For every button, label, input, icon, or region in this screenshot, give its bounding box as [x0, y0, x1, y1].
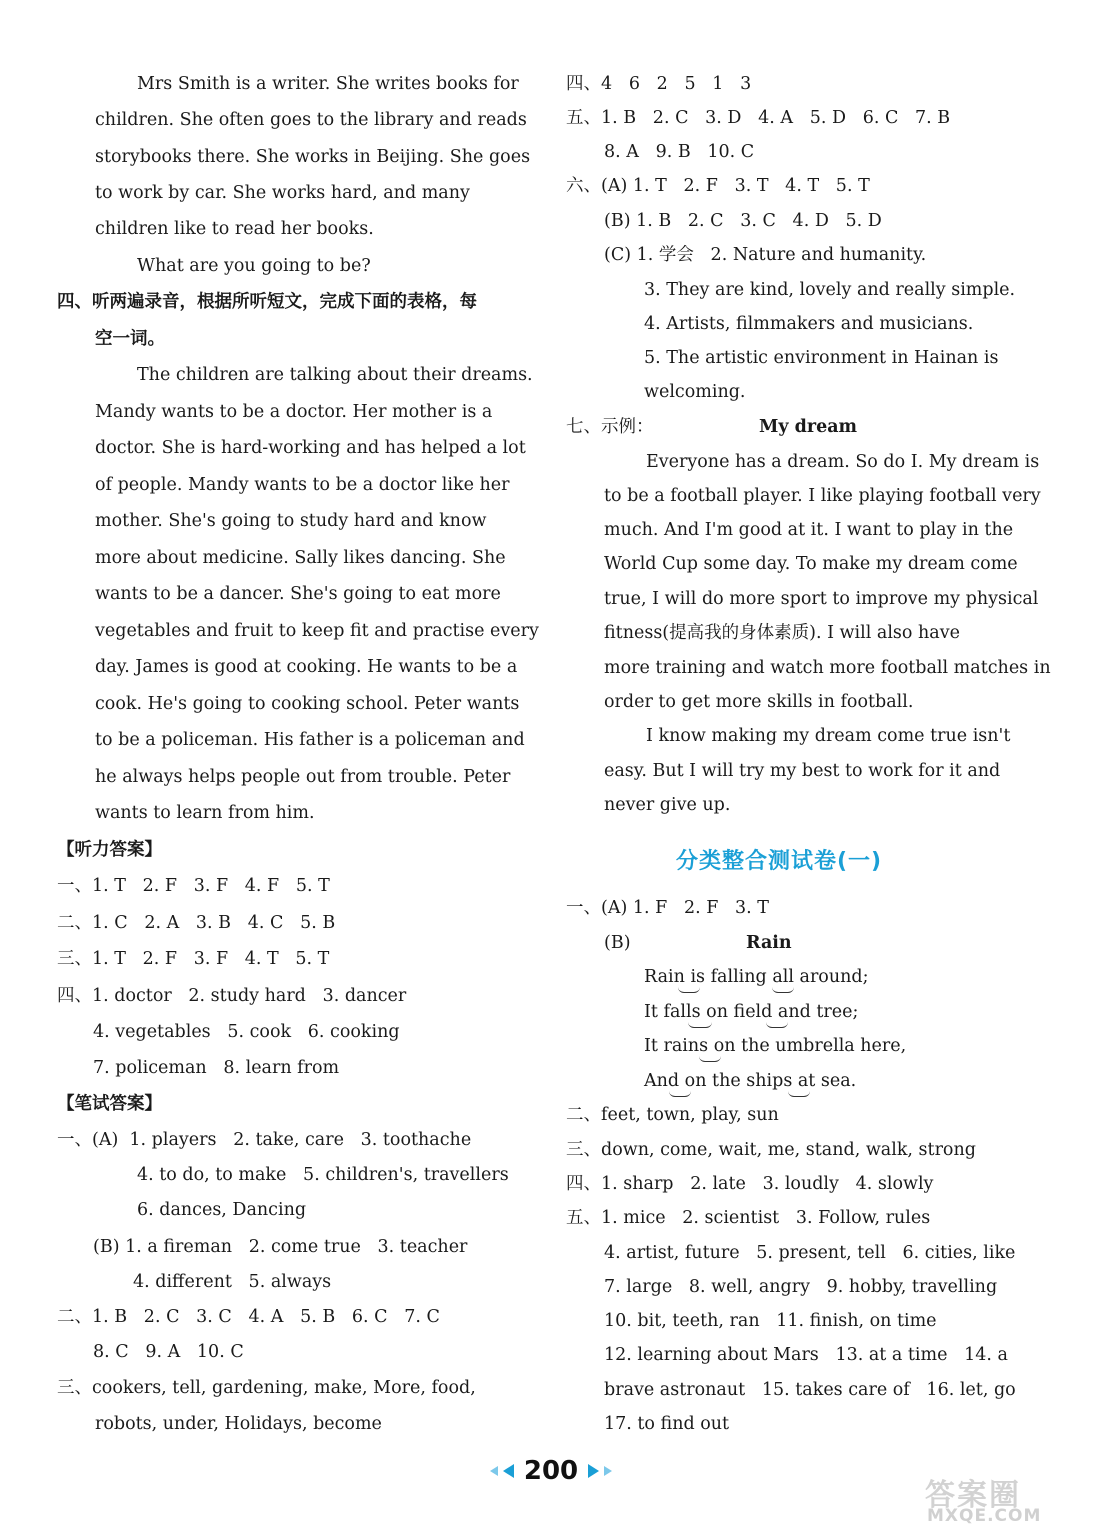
written-answer: robots, under, Holidays, become: [95, 1414, 382, 1434]
page-number: 200: [523, 1456, 579, 1486]
written-answer: 二、1. B 2. C 3. C 4. A 5. B 6. C 7. C: [57, 1307, 440, 1327]
listening-heading: 【听力答案】: [57, 840, 162, 860]
example-label: 七、示例：: [566, 417, 654, 437]
answer-line: 4. Artists, filmmakers and musicians.: [644, 314, 974, 334]
test-line: 一、(A) 1. F 2. F 3. T: [566, 898, 769, 918]
answer-line: (C) 1. 学会 2. Nature and humanity.: [604, 245, 927, 265]
essay-line: easy. But I will try my best to work for it and: [604, 761, 1001, 781]
passage4-line: cook. He's going to cooking school. Peter wants: [95, 694, 520, 714]
arrow-left-small-icon: [490, 1466, 498, 1476]
essay-line: I know making my dream come true isn't: [646, 726, 1011, 746]
essay-line: fitness(提高我的身体素质). I will also have: [604, 623, 960, 643]
liaison-mark: [669, 1091, 691, 1097]
listening-answer: 三、1. T 2. F 3. F 4. T 5. T: [57, 949, 330, 969]
passage3-line: children. She often goes to the library and reads: [95, 110, 527, 130]
passage4-line: doctor. She is hard-working and has helped a lot: [95, 438, 526, 458]
test-line: (B): [604, 933, 631, 953]
arrow-right-icon: [588, 1464, 599, 1478]
test-line: 12. learning about Mars 13. at a time 14. a: [604, 1345, 1008, 1365]
essay-line: never give up.: [604, 795, 731, 815]
passage3-line: What are you going to be?: [137, 256, 371, 276]
arrow-right-small-icon: [604, 1466, 612, 1476]
answer-line: welcoming.: [644, 382, 746, 402]
poem-title: Rain: [746, 933, 792, 953]
liaison-mark: [699, 1056, 721, 1062]
passage4-line: of people. Mandy wants to be a doctor like her: [95, 475, 510, 495]
answer-line: 四、4 6 2 5 1 3: [566, 74, 752, 94]
written-answer: 4. to do, to make 5. children's, travellers: [137, 1165, 509, 1185]
section-title: 分类整合测试卷(一): [676, 849, 883, 874]
passage3-line: Mrs Smith is a writer. She writes books for: [137, 74, 519, 94]
poem-line: Rain is falling all around;: [644, 967, 869, 987]
liaison-mark: [678, 987, 700, 993]
listening-answer: 一、1. T 2. F 3. F 4. F 5. T: [57, 876, 330, 896]
test-line: 17. to find out: [604, 1414, 730, 1434]
written-heading: 【笔试答案】: [57, 1094, 162, 1114]
essay-line: much. And I'm good at it. I want to play in the: [604, 520, 1014, 540]
section4-heading: 四、听两遍录音，根据所听短文，完成下面的表格，每: [57, 292, 477, 312]
passage3-line: to work by car. She works hard, and many: [95, 183, 470, 203]
answer-line: 五、1. B 2. C 3. D 4. A 5. D 6. C 7. B: [566, 108, 951, 128]
test-line: brave astronaut 15. takes care of 16. let, go: [604, 1380, 1016, 1400]
essay-title: My dream: [759, 417, 858, 437]
watermark-url: MXQE.COM: [927, 1506, 1042, 1526]
section4-heading-cont: 空一词。: [95, 329, 165, 349]
poem-line: It rains on the umbrella here,: [644, 1036, 907, 1056]
essay-line: World Cup some day. To make my dream come: [604, 554, 1018, 574]
watermark: [925, 1470, 1095, 1530]
passage4-line: he always helps people out from trouble. Peter: [95, 767, 511, 787]
answer-line: (B) 1. B 2. C 3. C 4. D 5. D: [604, 211, 882, 231]
test-line: 10. bit, teeth, ran 11. finish, on time: [604, 1311, 937, 1331]
essay-line: true, I will do more sport to improve my physical: [604, 589, 1039, 609]
passage4-line: wants to learn from him.: [95, 803, 315, 823]
test-line: 4. artist, future 5. present, tell 6. cities, like: [604, 1243, 1016, 1263]
answer-line: 5. The artistic environment in Hainan is: [644, 348, 999, 368]
poem-line: And on the ships at sea.: [644, 1071, 857, 1091]
liaison-mark: [688, 1022, 712, 1028]
test-line: 7. large 8. well, angry 9. hobby, travelling: [604, 1277, 998, 1297]
passage4-line: wants to be a dancer. She's going to eat more: [95, 584, 501, 604]
passage4-line: more about medicine. Sally likes dancing. She: [95, 548, 506, 568]
passage4-line: vegetables and fruit to keep fit and practise every: [95, 621, 539, 641]
passage3-line: children like to read her books.: [95, 219, 374, 239]
written-answer: 4. different 5. always: [133, 1272, 332, 1292]
test-line: 四、1. sharp 2. late 3. loudly 4. slowly: [566, 1174, 934, 1194]
arrow-left-icon: [503, 1464, 514, 1478]
poem-line: It falls on field and tree;: [644, 1002, 859, 1022]
written-answer: (B) 1. a fireman 2. come true 3. teacher: [93, 1237, 468, 1257]
passage4-line: Mandy wants to be a doctor. Her mother is a: [95, 402, 493, 422]
listening-answer: 二、1. C 2. A 3. B 4. C 5. B: [57, 913, 336, 933]
listening-answer: 四、1. doctor 2. study hard 3. dancer: [57, 986, 407, 1006]
essay-line: Everyone has a dream. So do I. My dream is: [646, 452, 1040, 472]
passage4-line: to be a policeman. His father is a policeman and: [95, 730, 525, 750]
written-answer: 三、cookers, tell, gardening, make, More, food,: [57, 1378, 476, 1398]
passage4-line: mother. She's going to study hard and know: [95, 511, 487, 531]
liaison-mark: [766, 1022, 788, 1028]
watermark-logo: 答案圈: [925, 1478, 1021, 1513]
essay-line: order to get more skills in football.: [604, 692, 914, 712]
essay-line: to be a football player. I like playing football very: [604, 486, 1041, 506]
liaison-mark: [772, 987, 794, 993]
answer-line: 8. A 9. B 10. C: [604, 142, 755, 162]
passage4-line: The children are talking about their dreams.: [137, 365, 533, 385]
test-line: 五、1. mice 2. scientist 3. Follow, rules: [566, 1208, 931, 1228]
essay-line: more training and watch more football matches in: [604, 658, 1051, 678]
passage3-line: storybooks there. She works in Beijing. She goes: [95, 147, 531, 167]
listening-answer: 7. policeman 8. learn from: [93, 1058, 340, 1078]
answer-line: 六、(A) 1. T 2. F 3. T 4. T 5. T: [566, 176, 870, 196]
liaison-mark: [788, 1091, 810, 1097]
answer-line: 3. They are kind, lovely and really simple.: [644, 280, 1016, 300]
written-answer: 一、(A) 1. players 2. take, care 3. toothache: [57, 1130, 472, 1150]
written-answer: 6. dances, Dancing: [137, 1200, 307, 1220]
passage4-line: day. James is good at cooking. He wants to be a: [95, 657, 518, 677]
written-answer: 8. C 9. A 10. C: [93, 1342, 244, 1362]
test-line: 三、down, come, wait, me, stand, walk, strong: [566, 1140, 976, 1160]
test-line: 二、feet, town, play, sun: [566, 1105, 779, 1125]
listening-answer: 4. vegetables 5. cook 6. cooking: [93, 1022, 400, 1042]
